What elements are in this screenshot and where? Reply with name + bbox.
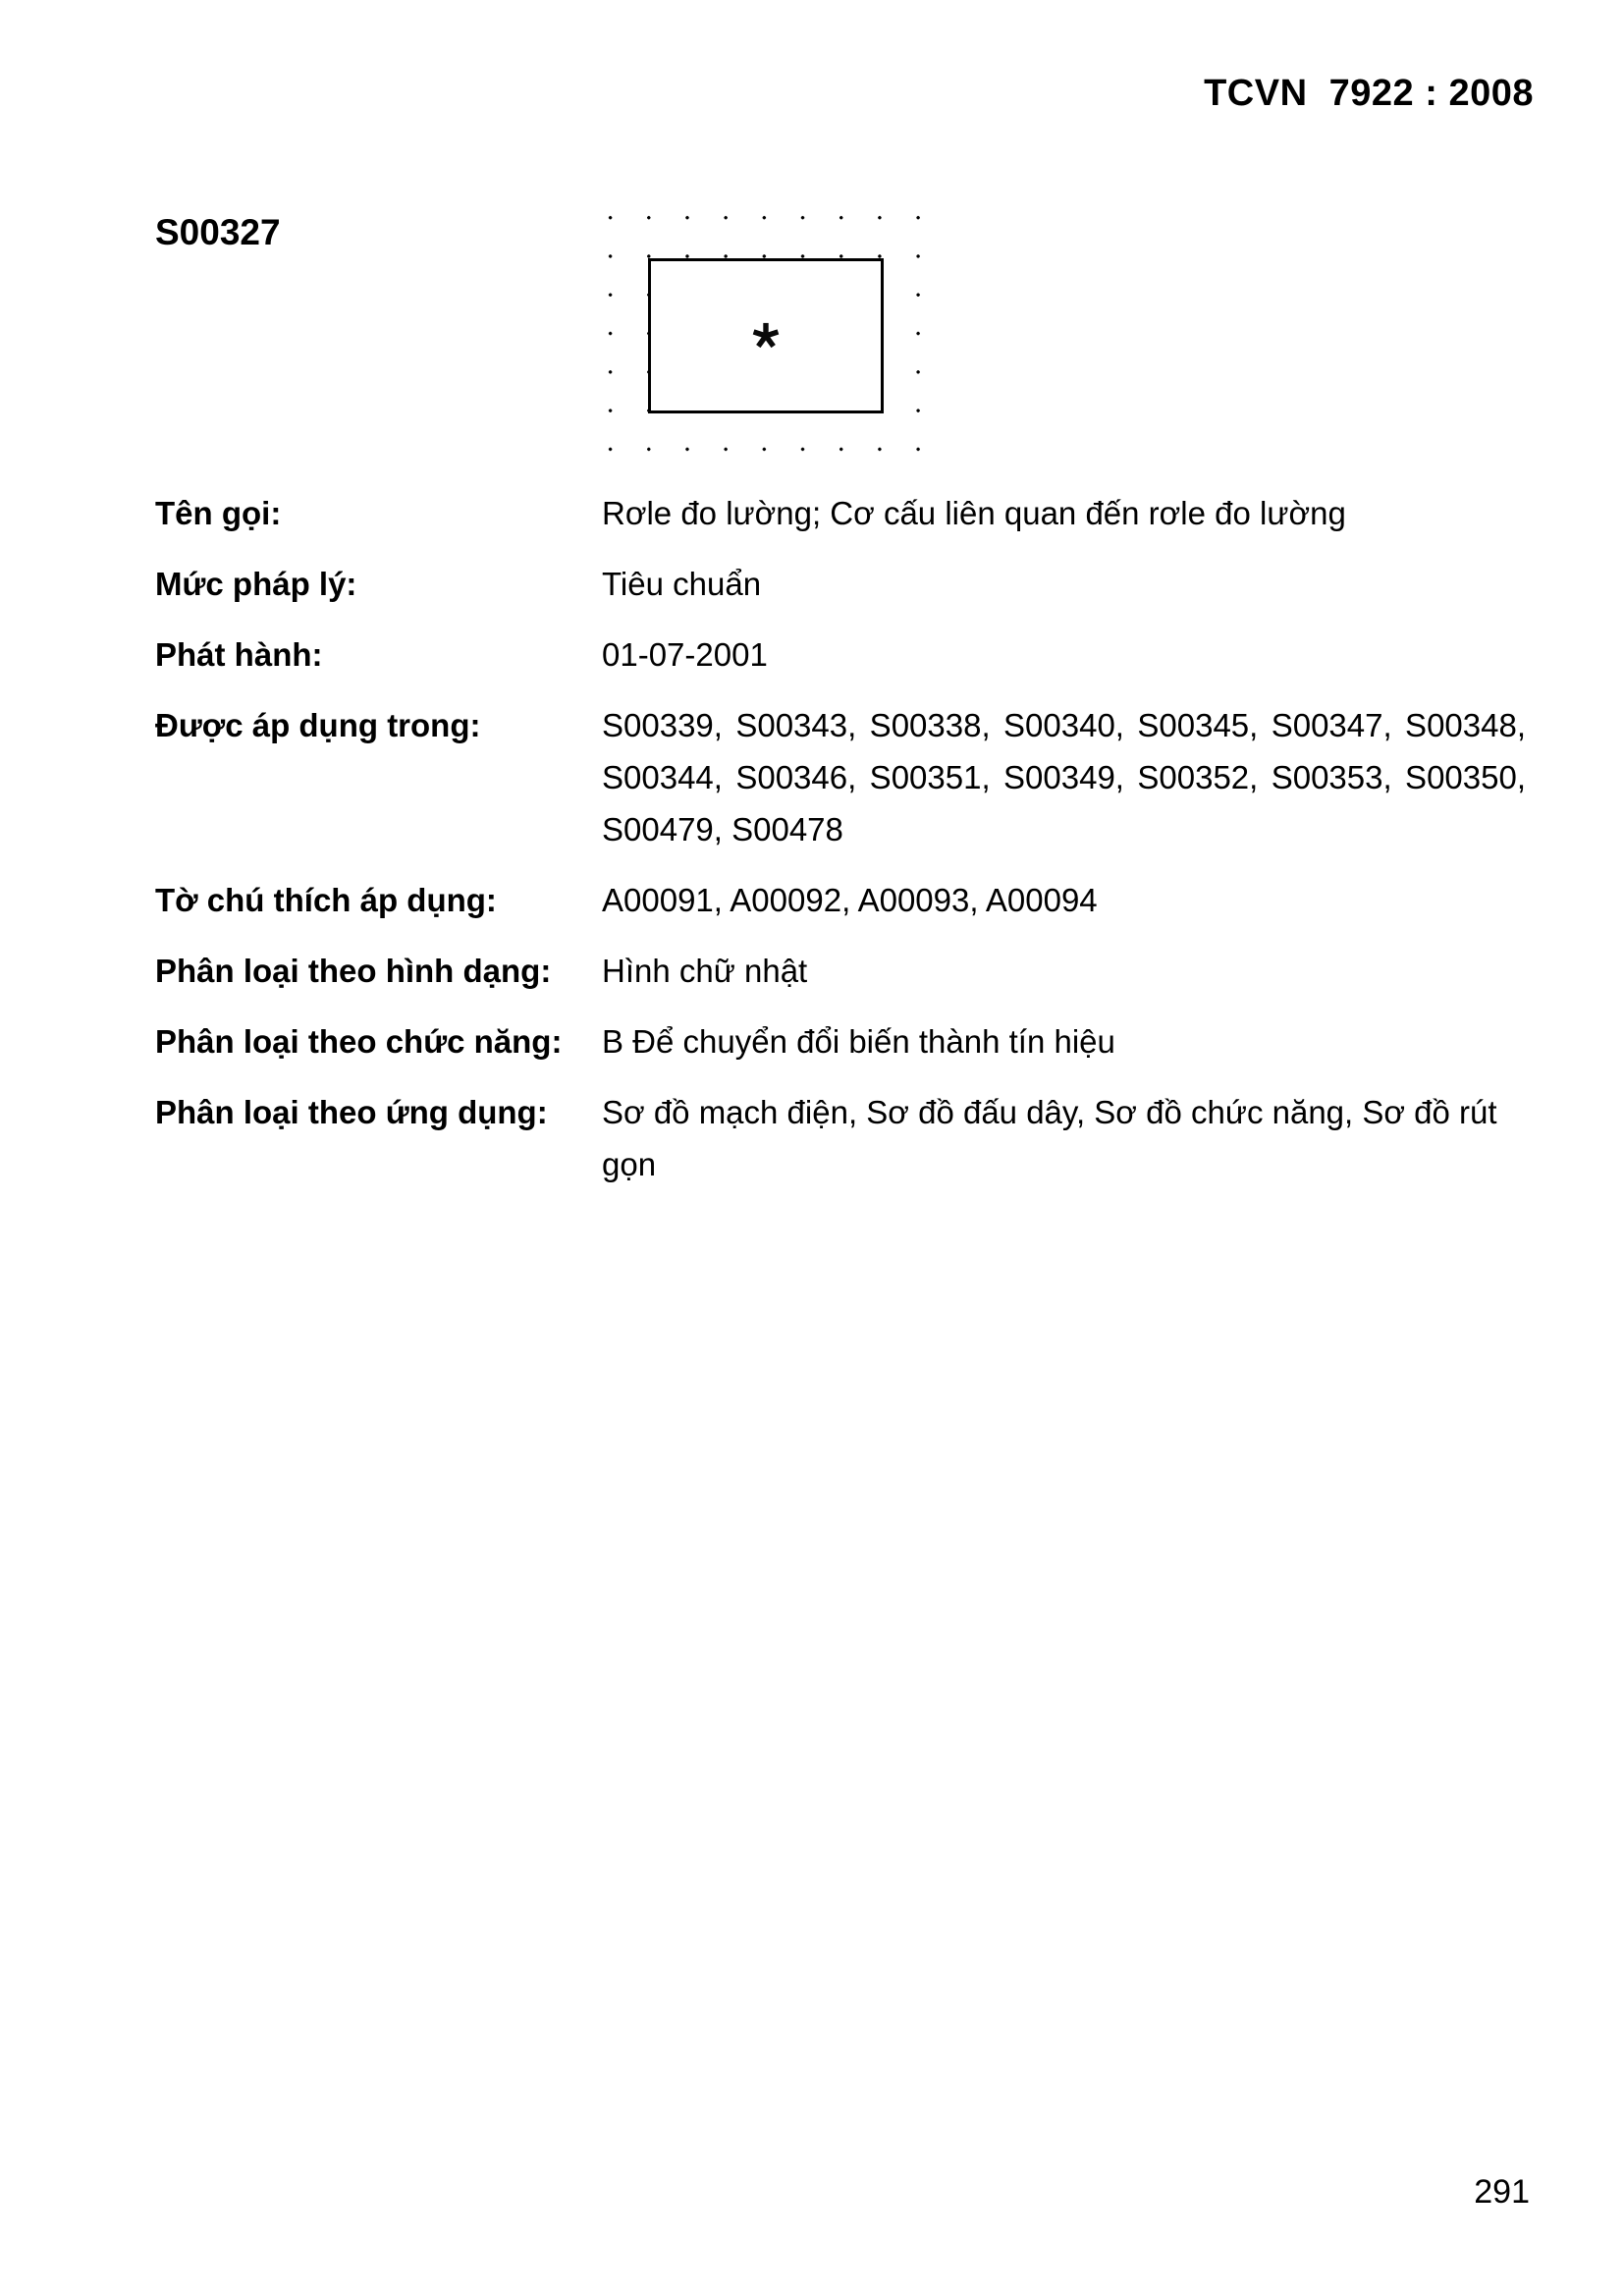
field-value: B Để chuyển đổi biến thành tín hiệu: [602, 1023, 1115, 1060]
field-value: Rơle đo lường; Cơ cấu liên quan đến rơle đo lường: [602, 495, 1346, 531]
field-label: Phát hành:: [155, 636, 323, 673]
row-to-chu-thich-ap-dung: [155, 874, 1526, 926]
row-phan-loai-chuc-nang: [155, 1015, 1526, 1067]
asterisk-icon: [748, 318, 784, 354]
entry-id: S00327: [155, 212, 281, 252]
row-phat-hanh: [155, 629, 1526, 681]
entry-fields: [155, 487, 1526, 1209]
field-label: Phân loại theo hình dạng:: [155, 953, 552, 989]
row-duoc-ap-dung-trong: [155, 699, 1526, 855]
field-value: A00091, A00092, A00093, A00094: [602, 882, 1098, 918]
field-label: Tên gọi:: [155, 495, 282, 531]
field-label: Được áp dụng trong:: [155, 707, 481, 743]
field-value: Sơ đồ mạch điện, Sơ đồ đấu dây, Sơ đồ chức năng, Sơ đồ rút gọn: [602, 1094, 1497, 1182]
symbol-diagram: [591, 198, 939, 471]
row-ten-goi: [155, 487, 1526, 539]
field-value: Tiêu chuẩn: [602, 566, 762, 602]
standard-code-header: TCVN 7922 : 2008: [1204, 73, 1534, 114]
row-phan-loai-ung-dung: [155, 1086, 1526, 1190]
field-value: Hình chữ nhật: [602, 953, 808, 989]
field-value: 01-07-2001: [602, 636, 768, 673]
row-muc-phap-ly: [155, 558, 1526, 610]
row-phan-loai-hinh-dang: [155, 945, 1526, 997]
page-number: 291: [1474, 2173, 1530, 2211]
field-value: S00339, S00343, S00338, S00340, S00345, S00347, S00348, S00344, S00346, S00351, S00349, S00352, S00353, S00350, S00479, S00478: [602, 707, 1526, 847]
field-label: Phân loại theo ứng dụng:: [155, 1094, 548, 1130]
field-label: Phân loại theo chức năng:: [155, 1023, 563, 1060]
field-label: Tờ chú thích áp dụng:: [155, 882, 497, 918]
symbol-rectangle: [648, 258, 884, 413]
field-label: Mức pháp lý:: [155, 566, 357, 602]
